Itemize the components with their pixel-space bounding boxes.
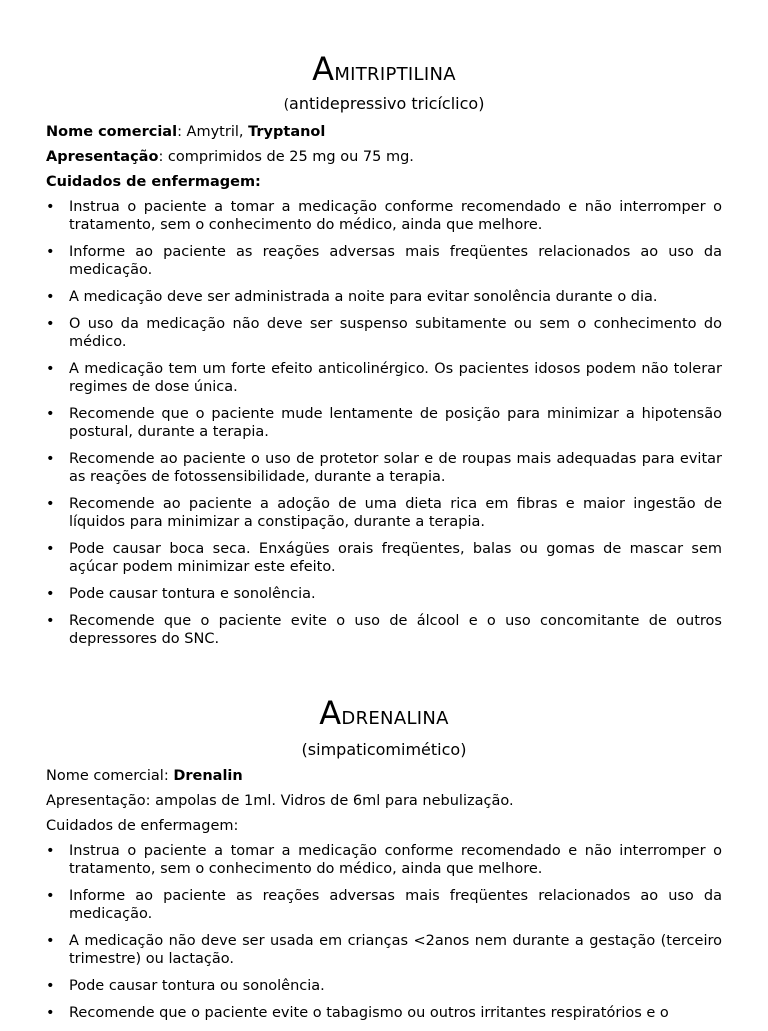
bullet-icon: • [46,586,55,602]
commercial-name [46,767,722,786]
commercial-name [46,123,722,142]
drug-class [46,94,722,113]
care-list [46,198,722,648]
drug-class-open-paren: ( [283,97,290,113]
list-item [46,198,722,234]
list-item-text: Recomende que o paciente evite o tabagismo ou outros irritantes respiratórios e o [69,1005,669,1021]
list-item-text: Instrua o paciente a tomar a medicação conforme recomendado e não interromper o tratamento, sem o conhecimento do médico, ainda que melhore. [69,843,722,877]
presentation [46,792,722,811]
drug-title [46,50,722,88]
bullet-icon: • [46,361,55,377]
drug-class [46,740,722,759]
list-item-text: A medicação não deve ser usada em crianças <2anos nem durante a gestação (terceiro trimestre) ou lactação. [69,933,722,967]
list-item [46,887,722,923]
list-item-text: Recomende ao paciente o uso de protetor solar e de roupas mais adequadas para evitar as reações de fotossensibilidade, durante a terapia. [69,451,722,485]
bullet-icon: • [46,978,55,994]
list-item-text: Recomende que o paciente evite o uso de álcool e o uso concomitante de outros depressores do SNC. [69,613,722,647]
bullet-icon: • [46,933,55,949]
list-item [46,977,722,995]
list-item-text: Informe ao paciente as reações adversas mais freqüentes relacionados ao uso da medicação. [69,888,722,922]
list-item [46,585,722,603]
list-item-text: Pode causar tontura ou sonolência. [69,978,325,994]
bullet-icon: • [46,888,55,904]
drug-title-rest: MITRIPTILINA [334,64,456,85]
list-item-text: Informe ao paciente as reações adversas mais freqüentes relacionados ao uso da medicação. [69,244,722,278]
presentation [46,148,722,167]
commercial-name-brand: Drenalin [173,768,243,784]
list-item [46,612,722,648]
drug-title [46,694,722,732]
drug-section-amitriptilina [46,50,722,657]
bullet-icon: • [46,541,55,557]
list-item [46,243,722,279]
presentation-value: : comprimidos de 25 mg ou 75 mg. [158,149,414,165]
commercial-name-brand: Tryptanol [248,124,326,140]
bullet-icon: • [46,406,55,422]
care-heading-label: Cuidados de enfermagem: [46,818,239,834]
list-item [46,405,722,441]
list-item-text: A medicação deve ser administrada a noite para evitar sonolência durante o dia. [69,289,658,305]
bullet-icon: • [46,613,55,629]
list-item [46,315,722,351]
drug-title-initial: A [319,694,342,732]
bullet-icon: • [46,244,55,260]
drug-class-text: antidepressivo tricíclico) [289,94,485,113]
bullet-icon: • [46,199,55,215]
list-item [46,360,722,396]
list-item-text: A medicação tem um forte efeito anticolinérgico. Os pacientes idosos podem não tolerar regimes de dose única. [69,361,722,395]
commercial-name-label: Nome comercial [46,124,178,140]
bullet-icon: • [46,496,55,512]
list-item-text: O uso da medicação não deve ser suspenso subitamente ou sem o conhecimento do médico. [69,316,722,350]
bullet-icon: • [46,289,55,305]
care-list [46,842,722,1022]
bullet-icon: • [46,843,55,859]
drug-section-adrenalina [46,694,722,1031]
drug-class-text: (simpaticomimético) [301,740,467,759]
care-heading [46,817,722,836]
list-item-text: Recomende ao paciente a adoção de uma dieta rica em fibras e maior ingestão de líquidos para minimizar a constipação, durante a terapia. [69,496,722,530]
bullet-icon: • [46,316,55,332]
presentation-label: Apresentação [46,149,159,165]
list-item [46,842,722,878]
list-item [46,932,722,968]
commercial-name-label: Nome comercial: [46,768,174,784]
list-item [46,450,722,486]
care-heading-label: Cuidados de enfermagem: [46,174,261,190]
list-item-text: Pode causar tontura e sonolência. [69,586,316,602]
care-heading [46,173,722,192]
bullet-icon: • [46,1005,55,1021]
list-item [46,1004,722,1022]
bullet-icon: • [46,451,55,467]
drug-title-rest: DRENALINA [341,708,449,729]
list-item [46,540,722,576]
list-item-text: Instrua o paciente a tomar a medicação conforme recomendado e não interromper o tratamento, sem o conhecimento do médico, ainda que melhore. [69,199,722,233]
commercial-name-value: : Amytril, [177,124,249,140]
list-item [46,288,722,306]
list-item [46,495,722,531]
list-item-text: Recomende que o paciente mude lentamente de posição para minimizar a hipotensão postural, durante a terapia. [69,406,722,440]
presentation-value: Apresentação: ampolas de 1ml. Vidros de 6ml para nebulização. [46,793,514,809]
list-item-text: Pode causar boca seca. Enxágües orais freqüentes, balas ou gomas de mascar sem açúcar podem minimizar este efeito. [69,541,722,575]
drug-title-initial: A [312,50,335,88]
